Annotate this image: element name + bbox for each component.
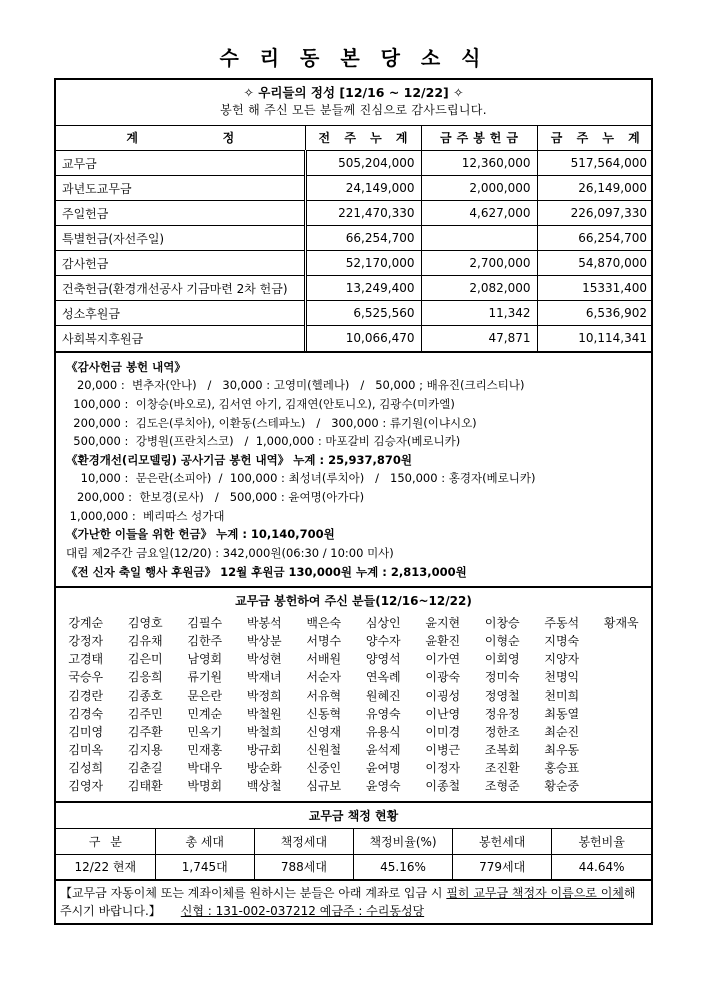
offering-this-week: 2,000,000 [421,176,537,201]
contributor-name: 민재홍 [187,743,223,758]
allocation-cell: 45.16% [353,854,452,879]
contributor-name: 김성희 [68,761,104,776]
names-row [56,631,651,649]
contributor-name-empty [592,759,652,777]
allocation-data-row [56,854,651,879]
contributor-name: 문은란 [187,688,223,703]
thanksgiving-line: 100,000 : 이창승(바오로), 김서연 아기, 김재연(안토니오), 김광수(미카엘) [66,396,455,411]
table-row [56,276,653,301]
contributor-name: 윤석제 [365,743,401,758]
contributor-name-empty [592,668,652,686]
offering-details [56,351,651,589]
contributor-name: 김한주 [187,633,223,648]
contributor-name: 윤여명 [365,761,401,776]
contributor-name: 이회영 [484,652,520,667]
contributor-name: 김경란 [68,688,104,703]
remodeling-lines [66,469,643,525]
contributor-names-body [56,613,651,795]
contributor-name: 양수자 [365,633,401,648]
contributor-name: 김영호 [127,615,163,630]
contributor-name: 김태환 [127,779,163,794]
contributor-name: 황재욱 [603,615,639,630]
offering-cumulative: 15331,400 [537,276,653,301]
allocation-cell: 779세대 [453,854,552,879]
contributor-name: 최순진 [544,724,580,739]
contributor-name: 황순중 [544,779,580,794]
col-header-prev-total: 전 주 누 계 [305,126,421,151]
contributor-name: 정영철 [484,688,520,703]
contributor-name: 김지용 [127,743,163,758]
notice-part1: 【교무금 자동이체 또는 계좌이체를 원하시는 분들은 아래 계좌로 입금 시 [60,886,447,901]
remodeling-line: 1,000,000 : 베리따스 성가대 [66,508,225,523]
offering-item-name: 성소후원금 [56,301,305,326]
table-row [56,326,653,351]
banner-subline: 봉헌 해 주신 모든 분들께 진심으로 감사드립니다. [220,102,487,117]
contributor-name: 김영자 [68,779,104,794]
contributor-name: 윤환진 [425,633,461,648]
poor-fund-lines [66,544,643,563]
names-row [56,740,651,758]
offering-table-head [56,126,653,151]
thanksgiving-lines [66,376,643,451]
offering-cumulative: 66,254,700 [537,226,653,251]
poor-fund-heading: 《가난한 이들을 위한 헌금》 누계 : 10,140,700원 [66,527,335,542]
notice-part2: 해 주시기 바랍니다.】 [60,886,636,919]
col-header-this-week: 금주봉헌금 [421,126,537,151]
thanksgiving-heading: 《감사헌금 봉헌 내역》 [66,359,186,374]
contributor-name: 유용식 [365,724,401,739]
contributor-name: 서순자 [306,670,342,685]
table-row [56,301,653,326]
thanksgiving-line: 20,000 : 변추자(안나) / 30,000 : 고영미(헬레나) / 50,000 ; 배유진(크리스티나) [66,378,525,393]
allocation-title: 교무금 책정 현황 [56,803,651,829]
contributor-name: 김경숙 [68,706,104,721]
offering-prev-total: 10,066,470 [305,326,421,351]
col-header-item-right: 정 [222,131,235,146]
contributor-name-empty [592,631,652,649]
allocation-col-header: 봉헌비율 [552,829,651,854]
contributor-name: 김필수 [187,615,223,630]
offering-prev-total: 221,470,330 [305,201,421,226]
names-row [56,759,651,777]
table-row [56,226,653,251]
contributor-name: 김응희 [127,670,163,685]
contributor-name: 지양자 [544,652,580,667]
contributor-name: 천명익 [544,670,580,685]
contributor-name: 신중인 [306,761,342,776]
contributor-name: 심상인 [365,615,401,630]
contributor-name: 이창승 [484,615,520,630]
offering-summary-table [56,126,653,351]
table-row [56,176,653,201]
offering-this-week [421,226,537,251]
col-header-cumulative: 금 주 누 계 [537,126,653,151]
offering-item-name: 감사헌금 [56,251,305,276]
contributor-name: 정미숙 [484,670,520,685]
table-row [56,201,653,226]
contributor-name: 강계순 [68,615,104,630]
names-row [56,613,651,631]
contributor-name-empty [592,722,652,740]
contributor-name: 신영재 [306,724,342,739]
allocation-col-header: 구 분 [56,829,155,854]
contributor-name: 이광숙 [425,670,461,685]
names-row [56,704,651,722]
contributor-name: 홍승표 [544,761,580,776]
contributor-name: 서유혁 [306,688,342,703]
contributor-name: 이병근 [425,743,461,758]
thanksgiving-line: 500,000 : 강병원(프란치스코) / 1,000,000 : 마포갈비 김승자(베로니카) [66,434,461,449]
contributor-name: 유영숙 [365,706,401,721]
contributor-name: 심규보 [306,779,342,794]
contributor-name: 김유채 [127,633,163,648]
contributor-name-empty [592,686,652,704]
names-row [56,668,651,686]
contributor-name: 최동열 [544,706,580,721]
feast-fund-heading: 《전 신자 축일 행사 후원금》 12월 후원금 130,000원 누계 : 2,813,000원 [66,564,467,579]
offering-cumulative: 517,564,000 [537,151,653,176]
page-title: 수 리 동 본 당 소 식 [219,46,488,70]
offering-cumulative: 6,536,902 [537,301,653,326]
offering-table-body [56,151,653,351]
offering-item-name: 사회복지후원금 [56,326,305,351]
contributor-name: 이형순 [484,633,520,648]
allocation-table [56,829,651,879]
offering-item-name: 건축헌금(환경개선공사 기금마련 2차 헌금) [56,276,305,301]
offering-cumulative: 54,870,000 [537,251,653,276]
allocation-cell: 44.64% [552,854,651,879]
allocation-table-head [56,829,651,854]
contributor-name-empty [592,704,652,722]
offering-prev-total: 66,254,700 [305,226,421,251]
account-notice [56,879,651,923]
offering-cumulative: 226,097,330 [537,201,653,226]
contributor-name: 서배원 [306,652,342,667]
contributor-name: 주동석 [544,615,580,630]
offering-this-week: 2,700,000 [421,251,537,276]
offering-prev-total: 505,204,000 [305,151,421,176]
contributor-name: 백은숙 [306,615,342,630]
contributor-name: 강정자 [68,633,104,648]
contributor-name: 박대우 [187,761,223,776]
contributor-name: 민계순 [187,706,223,721]
contributor-name: 고경태 [68,652,104,667]
contributor-name: 국승우 [68,670,104,685]
contributor-name-empty [592,777,652,795]
contributor-name: 신원철 [306,743,342,758]
offering-item-name: 교무금 [56,151,305,176]
contributor-name: 양영석 [365,652,401,667]
banner-headline: ✧ 우리들의 정성 [12/16 ~ 12/22] ✧ [243,85,464,100]
contributor-name: 박상분 [246,633,282,648]
contributor-name: 이굉성 [425,688,461,703]
thanksgiving-line: 200,000 : 김도은(루치아), 이환동(스테파노) / 300,000 : 류기원(이냐시오) [66,415,477,430]
contributor-name: 최우동 [544,743,580,758]
contributor-name: 박성현 [246,652,282,667]
contributor-name: 박재녀 [246,670,282,685]
contributor-names-section [56,588,651,803]
allocation-col-header: 책정세대 [254,829,353,854]
offering-prev-total: 52,170,000 [305,251,421,276]
offering-prev-total: 24,149,000 [305,176,421,201]
poor-fund-line: 대림 제2주간 금요일(12/20) : 342,000원(06:30 / 10:00 미사) [66,545,394,560]
contributor-name-empty [592,650,652,668]
offering-item-name: 과년도교무금 [56,176,305,201]
banner [56,80,651,126]
contributor-name: 박정희 [246,688,282,703]
remodeling-line: 200,000 : 한보경(로사) / 500,000 : 윤여명(아가다) [66,490,365,505]
contributor-name: 박명회 [187,779,223,794]
contributor-name: 정유정 [484,706,520,721]
offering-this-week: 2,082,000 [421,276,537,301]
offering-cumulative: 10,114,341 [537,326,653,351]
bulletin-frame [54,78,653,925]
allocation-col-header: 봉헌세대 [453,829,552,854]
table-row [56,151,653,176]
offering-this-week: 4,627,000 [421,201,537,226]
allocation-col-header: 총 세대 [155,829,254,854]
contributor-name: 김주환 [127,724,163,739]
col-header-item-left: 계 [126,131,138,146]
contributor-name: 박철원 [246,706,282,721]
contributor-name: 류기원 [187,670,223,685]
contributor-name: 지명숙 [544,633,580,648]
offering-prev-total: 6,525,560 [305,301,421,326]
contributor-name: 연옥례 [365,670,401,685]
remodeling-line: 10,000 : 문은란(소피아) / 100,000 : 최성녀(루치아) / 150,000 : 홍경자(베로니카) [66,471,536,486]
contributor-name: 방순화 [246,761,282,776]
contributor-name: 방규회 [246,743,282,758]
contributor-name: 서명수 [306,633,342,648]
notice-underline1: 필히 교무금 책정자 이름으로 이체 [446,886,624,901]
contributor-name: 김은미 [127,652,163,667]
contributor-name: 백상철 [246,779,282,794]
contributor-name: 이가연 [425,652,461,667]
offering-item-name: 특별헌금(자선주일) [56,226,305,251]
names-row [56,686,651,704]
contributor-name: 신동혁 [306,706,342,721]
contributor-name: 조복회 [484,743,520,758]
allocation-table-body [56,854,651,879]
names-row [56,777,651,795]
contributor-name: 이종철 [425,779,461,794]
allocation-cell: 1,745대 [155,854,254,879]
contributor-name: 이미경 [425,724,461,739]
contributor-names-title: 교무금 봉헌하여 주신 분들(12/16~12/22) [235,594,472,609]
contributor-name: 이난영 [425,706,461,721]
contributor-name: 김주민 [127,706,163,721]
contributor-name: 원혜진 [365,688,401,703]
contributor-name: 윤지현 [425,615,461,630]
contributor-name: 박철희 [246,724,282,739]
contributor-name: 김미영 [68,724,104,739]
contributor-name-empty [592,740,652,758]
allocation-header-row [56,829,651,854]
contributor-name: 이정자 [425,761,461,776]
contributor-name: 김종호 [127,688,163,703]
offering-prev-total: 13,249,400 [305,276,421,301]
offering-this-week: 12,360,000 [421,151,537,176]
table-row [56,251,653,276]
offering-header-row [56,126,653,151]
offering-this-week: 47,871 [421,326,537,351]
remodeling-heading: 《환경개선(리모델링) 공사기금 봉헌 내역》 누계 : 25,937,870원 [66,452,412,467]
contributor-name: 윤영숙 [365,779,401,794]
col-header-item [56,126,305,151]
contributor-name: 김미옥 [68,743,104,758]
contributor-name: 조형준 [484,779,520,794]
names-row [56,650,651,668]
contributor-name: 민옥기 [187,724,223,739]
allocation-cell: 12/22 현재 [56,854,155,879]
contributor-name: 조진환 [484,761,520,776]
allocation-col-header: 책정비율(%) [353,829,452,854]
contributor-names-table [56,613,651,795]
contributor-name: 천미희 [544,688,580,703]
allocation-cell: 788세대 [254,854,353,879]
offering-this-week: 11,342 [421,301,537,326]
offering-cumulative: 26,149,000 [537,176,653,201]
offering-item-name: 주일헌금 [56,201,305,226]
contributor-name: 정한조 [484,724,520,739]
contributor-name: 김춘길 [127,761,163,776]
names-row [56,722,651,740]
notice-account: 신협 : 131-002-037212 예금주 : 수리동성당 [180,904,425,919]
contributor-name: 박봉석 [246,615,282,630]
contributor-name: 남영회 [187,652,223,667]
